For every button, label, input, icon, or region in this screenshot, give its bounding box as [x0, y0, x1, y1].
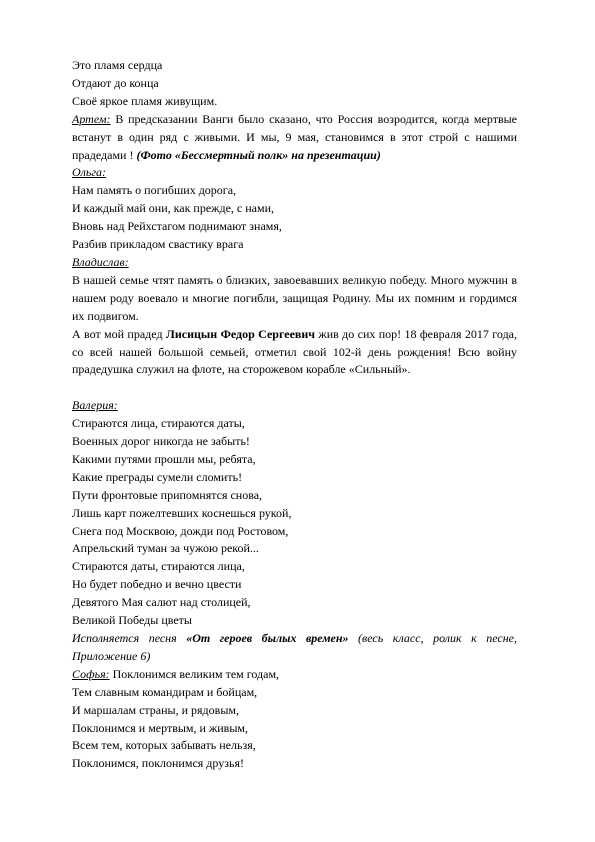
verse-line: Нам память о погибших дорога,	[72, 183, 237, 198]
blank-line	[72, 379, 517, 397]
verse-line: Какими путями прошли мы, ребята,	[72, 451, 256, 466]
verse-line: Но будет победно и вечно цвести	[72, 577, 242, 592]
speaker-valeria: Валерия:	[72, 398, 118, 413]
verse-line: Стираются даты, стираются лица,	[72, 559, 245, 574]
verse-line: Поклонимся и мертвым, и живым,	[72, 720, 248, 735]
verse-line: Апрельский туман за чужою рекой...	[72, 541, 259, 556]
artem-note: (Фото «Бессмертный полк» на презентации)	[136, 147, 381, 162]
verse-line: Поклонимся, поклонимся друзья!	[72, 756, 244, 771]
verse-line: И каждый май они, как прежде, с нами,	[72, 201, 274, 216]
vladislav-block	[72, 254, 517, 379]
artem-paragraph	[72, 111, 517, 165]
song-title: «От героев былых времен»	[186, 630, 349, 645]
sofia-first-line	[72, 666, 517, 684]
verse-line: Снега под Москвою, дожди под Ростовом,	[72, 523, 289, 538]
verse-line: Какие преграды сумели сломить!	[72, 469, 243, 484]
verse-line: Всем тем, которых забывать нельзя,	[72, 738, 256, 753]
verse-line: Девятого Мая салют над столицей,	[72, 595, 251, 610]
speaker-artem: Артем:	[72, 111, 111, 126]
song-direction-end: (весь класс, ролик к песне, Приложение 6)	[72, 630, 517, 663]
song-direction	[72, 630, 517, 666]
vladislav-p2-end: жив до сих пор! 18 февраля 2017 года, со всей нашей большой семьей, отметил свой 102-й день рождения! Всю войну прадедушка служил на флоте, на сторожевом корабле «Сильный».	[72, 326, 518, 377]
prade-surname: Лисицын	[165, 326, 221, 341]
verse-line: Лишь карт пожелтевших коснешься рукой,	[72, 505, 292, 520]
prade-name: Федор	[220, 326, 255, 341]
verse-line: Стираются лица, стираются даты,	[72, 416, 245, 431]
verse-line: Военных дорог никогда не забыть!	[72, 434, 250, 449]
verse-intro	[72, 57, 517, 111]
speaker-sofia: Софья:	[72, 666, 110, 681]
verse-line: Тем славным командирам и бойцам,	[72, 684, 258, 699]
artem-text: В предсказании Ванги было сказано, что Россия возродится, когда мертвые встанут в один ряд с живыми. И мы, 9 мая, становимся в этот строй с нашими прадедами !	[72, 111, 517, 162]
vladislav-p2-start: А вот мой прадед	[72, 326, 166, 341]
verse-line: Разбив прикладом свастику врага	[72, 237, 244, 252]
vladislav-paragraph-2	[72, 326, 517, 380]
verse-line: Вновь над Рейхстагом поднимают знамя,	[72, 219, 282, 234]
verse-line: Пути фронтовые припомнятся снова,	[72, 487, 263, 502]
olga-block	[72, 164, 517, 254]
verse-line: Великой Победы цветы	[72, 613, 192, 628]
speaker-vladislav: Владислав:	[72, 254, 129, 269]
song-direction-start: Исполняется песня	[72, 630, 187, 645]
verse-line: Своё яркое пламя живущим.	[72, 93, 218, 108]
sofia-block	[72, 666, 517, 773]
verse-line: Отдают до конца	[72, 75, 159, 90]
speaker-olga: Ольга:	[72, 165, 107, 180]
verse-line: Поклонимся великим тем годам,	[109, 666, 280, 681]
prade-patronymic: Сергеевич	[254, 326, 316, 341]
verse-line: Это пламя сердца	[72, 58, 163, 72]
valeria-block	[72, 397, 517, 630]
vladislav-paragraph-1: В нашей семье чтят память о близких, завоевавших великую победу. Много мужчин в нашем роду воевало и многие погибли, защищая Родину. Мы их помним и гордимся их подвигом.	[72, 272, 517, 323]
verse-line: И маршалам страны, и рядовым,	[72, 702, 239, 717]
